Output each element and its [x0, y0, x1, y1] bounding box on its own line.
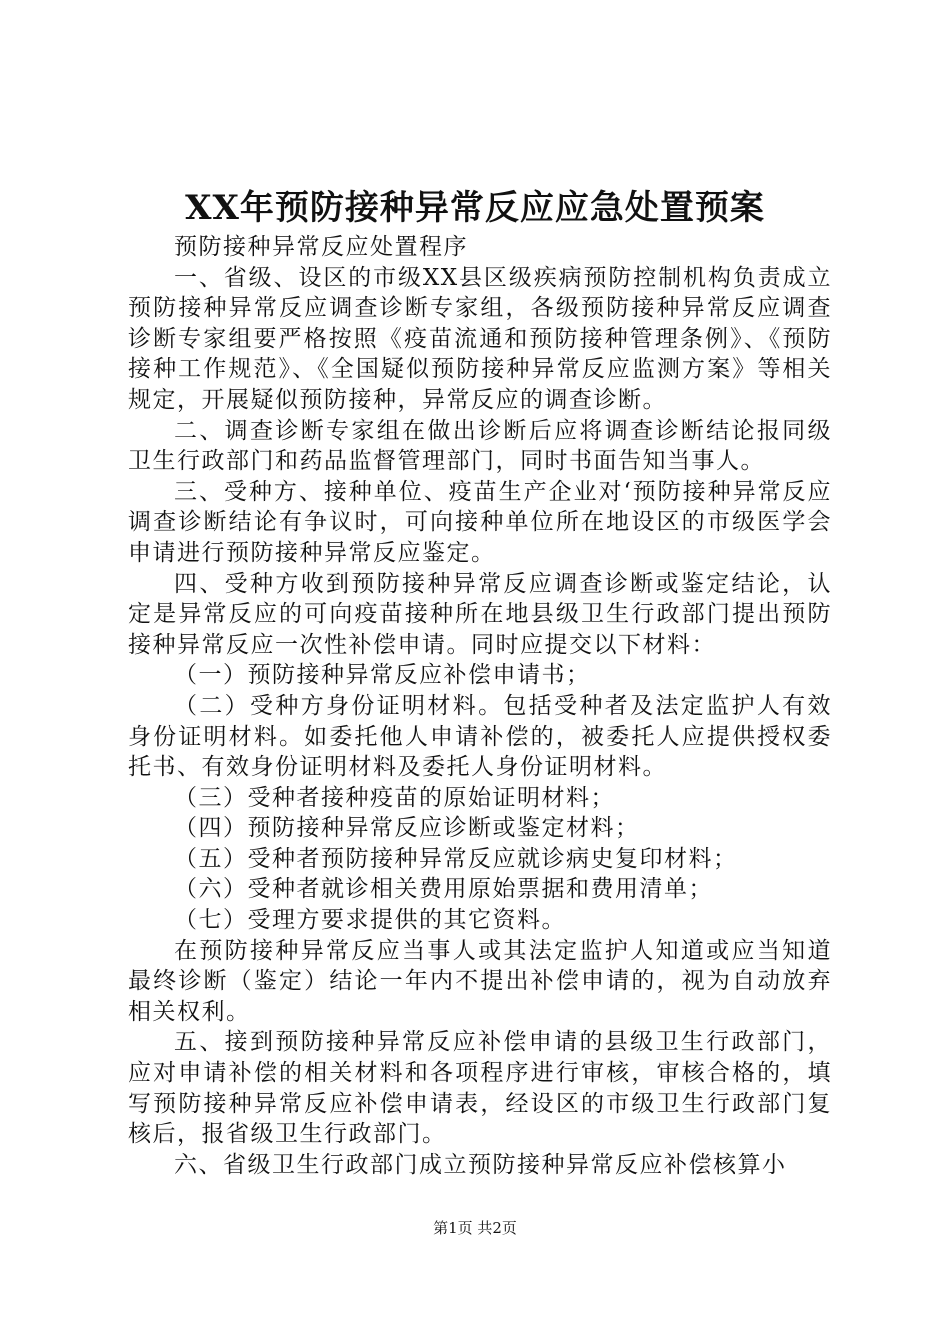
paragraph: （七）受理方要求提供的其它资料。	[174, 907, 566, 934]
paragraph: （六）受种者就诊相关费用原始票据和费用清单；	[174, 876, 713, 903]
paragraph: 二、调查诊断专家组在做出诊断后应将调查诊断结论报同级卫生行政部门和药品监督管理部门，同时书面告知当事人。	[128, 417, 832, 475]
paragraph: 预防接种异常反应处置程序	[174, 234, 468, 260]
paragraph: （五）受种者预防接种异常反应就诊病史复印材料；	[174, 845, 738, 872]
paragraph: （四）预防接种异常反应诊断或鉴定材料；	[174, 815, 640, 842]
paragraph: 在预防接种异常反应当事人或其法定监护人知道或应当知道最终诊断（鉴定）结论一年内不提出补偿申请的，视为自动放弃相关权利。	[128, 937, 832, 1025]
document-body	[128, 232, 832, 1180]
paragraph: 四、受种方收到预防接种异常反应调查诊断或鉴定结论，认定是异常反应的可向疫苗接种所在地县级卫生行政部门提出预防接种异常反应一次性补偿申请。同时应提交以下材料：	[128, 570, 832, 658]
paragraph: （一）预防接种异常反应补偿申请书；	[174, 662, 591, 689]
paragraph: （三）受种者接种疫苗的原始证明材料；	[174, 784, 615, 811]
paragraph: 五、接到预防接种异常反应补偿申请的县级卫生行政部门，应对申请补偿的相关材料和各项程序进行审核，审核合格的，填写预防接种异常反应补偿申请表，经设区的市级卫生行政部门复核后，报省级卫生行政部门。	[128, 1029, 832, 1148]
page-footer: 第1页 共2页	[433, 1219, 517, 1237]
document-title: XX年预防接种异常反应应急处置预案	[185, 188, 765, 228]
paragraph: 一、省级、设区的市级XX县区级疾病预防控制机构负责成立预防接种异常反应调查诊断专家组，各级预防接种异常反应调查诊断专家组要严格按照《疫苗流通和预防接种管理条例》、《预防接种工作规范》、《全国疑似预防接种异常反应监测方案》等相关规定，开展疑似预防接种，异常反应的调查诊断。	[128, 264, 832, 413]
paragraph: （二）受种方身份证明材料。包括受种者及法定监护人有效身份证明材料。如委托他人申请补偿的，被委托人应提供授权委托书、有效身份证明材料及委托人身份证明材料。	[128, 692, 832, 781]
paragraph: 六、省级卫生行政部门成立预防接种异常反应补偿核算小	[174, 1151, 787, 1178]
paragraph: 三、受种方、接种单位、疫苗生产企业对‘预防接种异常反应调查诊断结论有争议时，可向接种单位所在地设区的市级医学会申请进行预防接种异常反应鉴定。	[128, 478, 832, 566]
